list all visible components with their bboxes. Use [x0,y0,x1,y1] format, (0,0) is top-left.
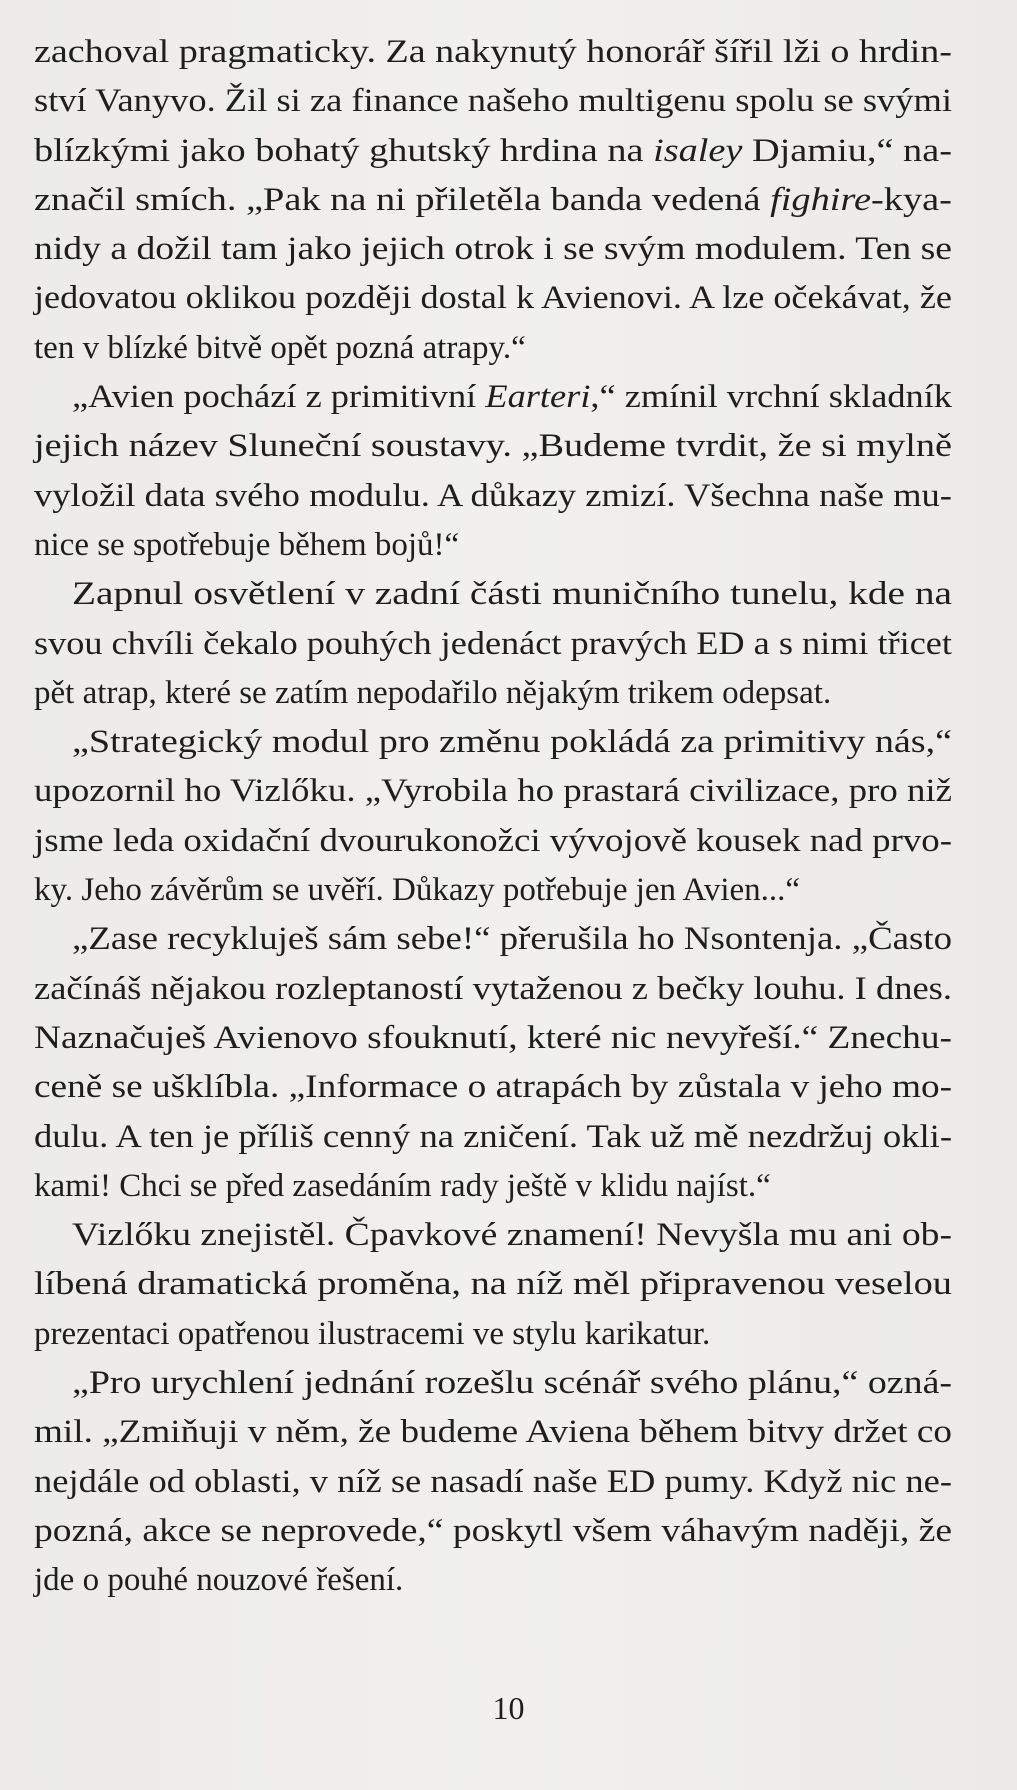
text-line [34,1162,952,1211]
text-line [34,817,952,866]
text-line-content: ky. Jeho závěrům se uvěří. Důkazy potřebuje jen Avien...“ [34,872,801,909]
text-line [34,669,952,718]
text-line [34,767,952,816]
text-line-content: značil smích. „Pak na ni přiletěla banda vedená fighire-kya- [34,181,952,218]
text-line [34,225,952,274]
text-line-content: nidy a dožil tam jako jejich otrok i se svým modulem. Ten se [34,231,952,268]
italic-term: fighire [770,181,871,218]
text-line-content: Naznačuješ Avienovo sfouknutí, které nic nevyřeší.“ Znechu- [34,1019,952,1056]
text-line-content: Vizlőku znejistěl. Čpavkové znamení! Nevyšla mu ani ob- [72,1217,953,1254]
text-line [34,1113,952,1162]
text-line-content: vyložil data svého modulu. A důkazy zmizí. Všechna naše mu- [34,477,952,514]
text-line-content: jsme leda oxidační dvourukonožci vývojově kousek nad prvo- [34,822,952,859]
text-line-content: ten v blízké bitvě opět pozná atrapy.“ [34,329,526,366]
body-text [34,28,952,1606]
italic-term: Earteri [485,379,591,416]
text-line [34,620,952,669]
text-line [34,373,952,422]
text-line [34,1556,952,1605]
text-line [34,77,952,126]
text-line [34,866,952,915]
text-line [34,1408,952,1457]
text-line-content: ství Vanyvo. Žil si za finance našeho multigenu spolu se svými [34,83,953,120]
text-line-content: Zapnul osvětlení v zadní části muničního tunelu, kde na [72,576,952,613]
text-line-content: dulu. A ten je příliš cenný na zničení. Tak už mě nezdržuj okli- [34,1118,953,1155]
text-line-content: nice se spotřebuje během bojů!“ [34,526,460,563]
text-line-content: ceně se ušklíbla. „Informace o atrapách by zůstala v jeho mo- [34,1069,953,1106]
text-line [34,1063,952,1112]
text-line [34,472,952,521]
text-line-content: mil. „Zmiňuji v něm, že budeme Aviena během bitvy držet co [34,1414,952,1451]
text-line-content: „Zase recykluješ sám sebe!“ přerušila ho Nsontenja. „Často [72,921,953,958]
text-line [34,324,952,373]
text-line [34,176,952,225]
text-line-content: zachoval pragmaticky. Za nakynutý honorář šířil lži o hrdin- [34,34,952,70]
text-line [34,1507,952,1556]
text-line-content: jedovatou oklikou později dostal k Avienovi. A lze očekávat, že [34,280,952,317]
text-line-content: upozornil ho Vizlőku. „Vyrobila ho prastará civilizace, pro niž [34,773,953,810]
text-line-content: kami! Chci se před zasedáním rady ještě v klidu najíst.“ [34,1167,771,1204]
text-line-content: jde o pouhé nouzové řešení. [34,1562,404,1599]
text-line [34,1310,952,1359]
page-number: 10 [492,1690,525,1726]
text-line-content: líbená dramatická proměna, na níž měl připravenou veselou [34,1266,952,1303]
text-line [34,570,952,619]
text-line-content: pět atrap, které se zatím nepodařilo nějakým trikem odepsat. [34,674,832,711]
text-line-content: svou chvíli čekalo pouhých jedenáct pravých ED a s nimi třicet [34,625,952,662]
text-line [34,422,952,471]
text-line-content: „Avien pochází z primitivní Earteri,“ zmínil vrchní skladník [72,379,952,416]
italic-term: isaley [653,132,743,169]
text-line-content: jejich název Sluneční soustavy. „Budeme tvrdit, že si mylně [34,428,952,465]
text-line-content: prezentaci opatřenou ilustracemi ve stylu karikatur. [34,1315,711,1352]
text-line-content: začínáš nějakou rozleptaností vytaženou z bečky louhu. I dnes. [34,970,952,1007]
text-line [34,1014,952,1063]
text-line-content: „Pro urychlení jednání rozešlu scénář svého plánu,“ ozná- [72,1365,953,1402]
text-line-content: pozná, akce se neprovede,“ poskytl všem váhavým naději, že [34,1512,953,1549]
text-line [34,28,952,77]
text-line [34,274,952,323]
text-line-content: „Strategický modul pro změnu pokládá za primitivy nás,“ [72,724,953,761]
text-line [34,127,952,176]
text-line [34,1260,952,1309]
text-line-content: nejdále od oblasti, v níž se nasadí naše ED pumy. Když nic ne- [34,1463,953,1500]
text-line [34,1458,952,1507]
text-line-content: blízkými jako bohatý ghutský hrdina na isaley Djamiu,“ na- [34,132,952,169]
text-line [34,1359,952,1408]
text-line [34,718,952,767]
text-line [34,1211,952,1260]
text-line [34,965,952,1014]
text-line [34,915,952,964]
text-line [34,521,952,570]
